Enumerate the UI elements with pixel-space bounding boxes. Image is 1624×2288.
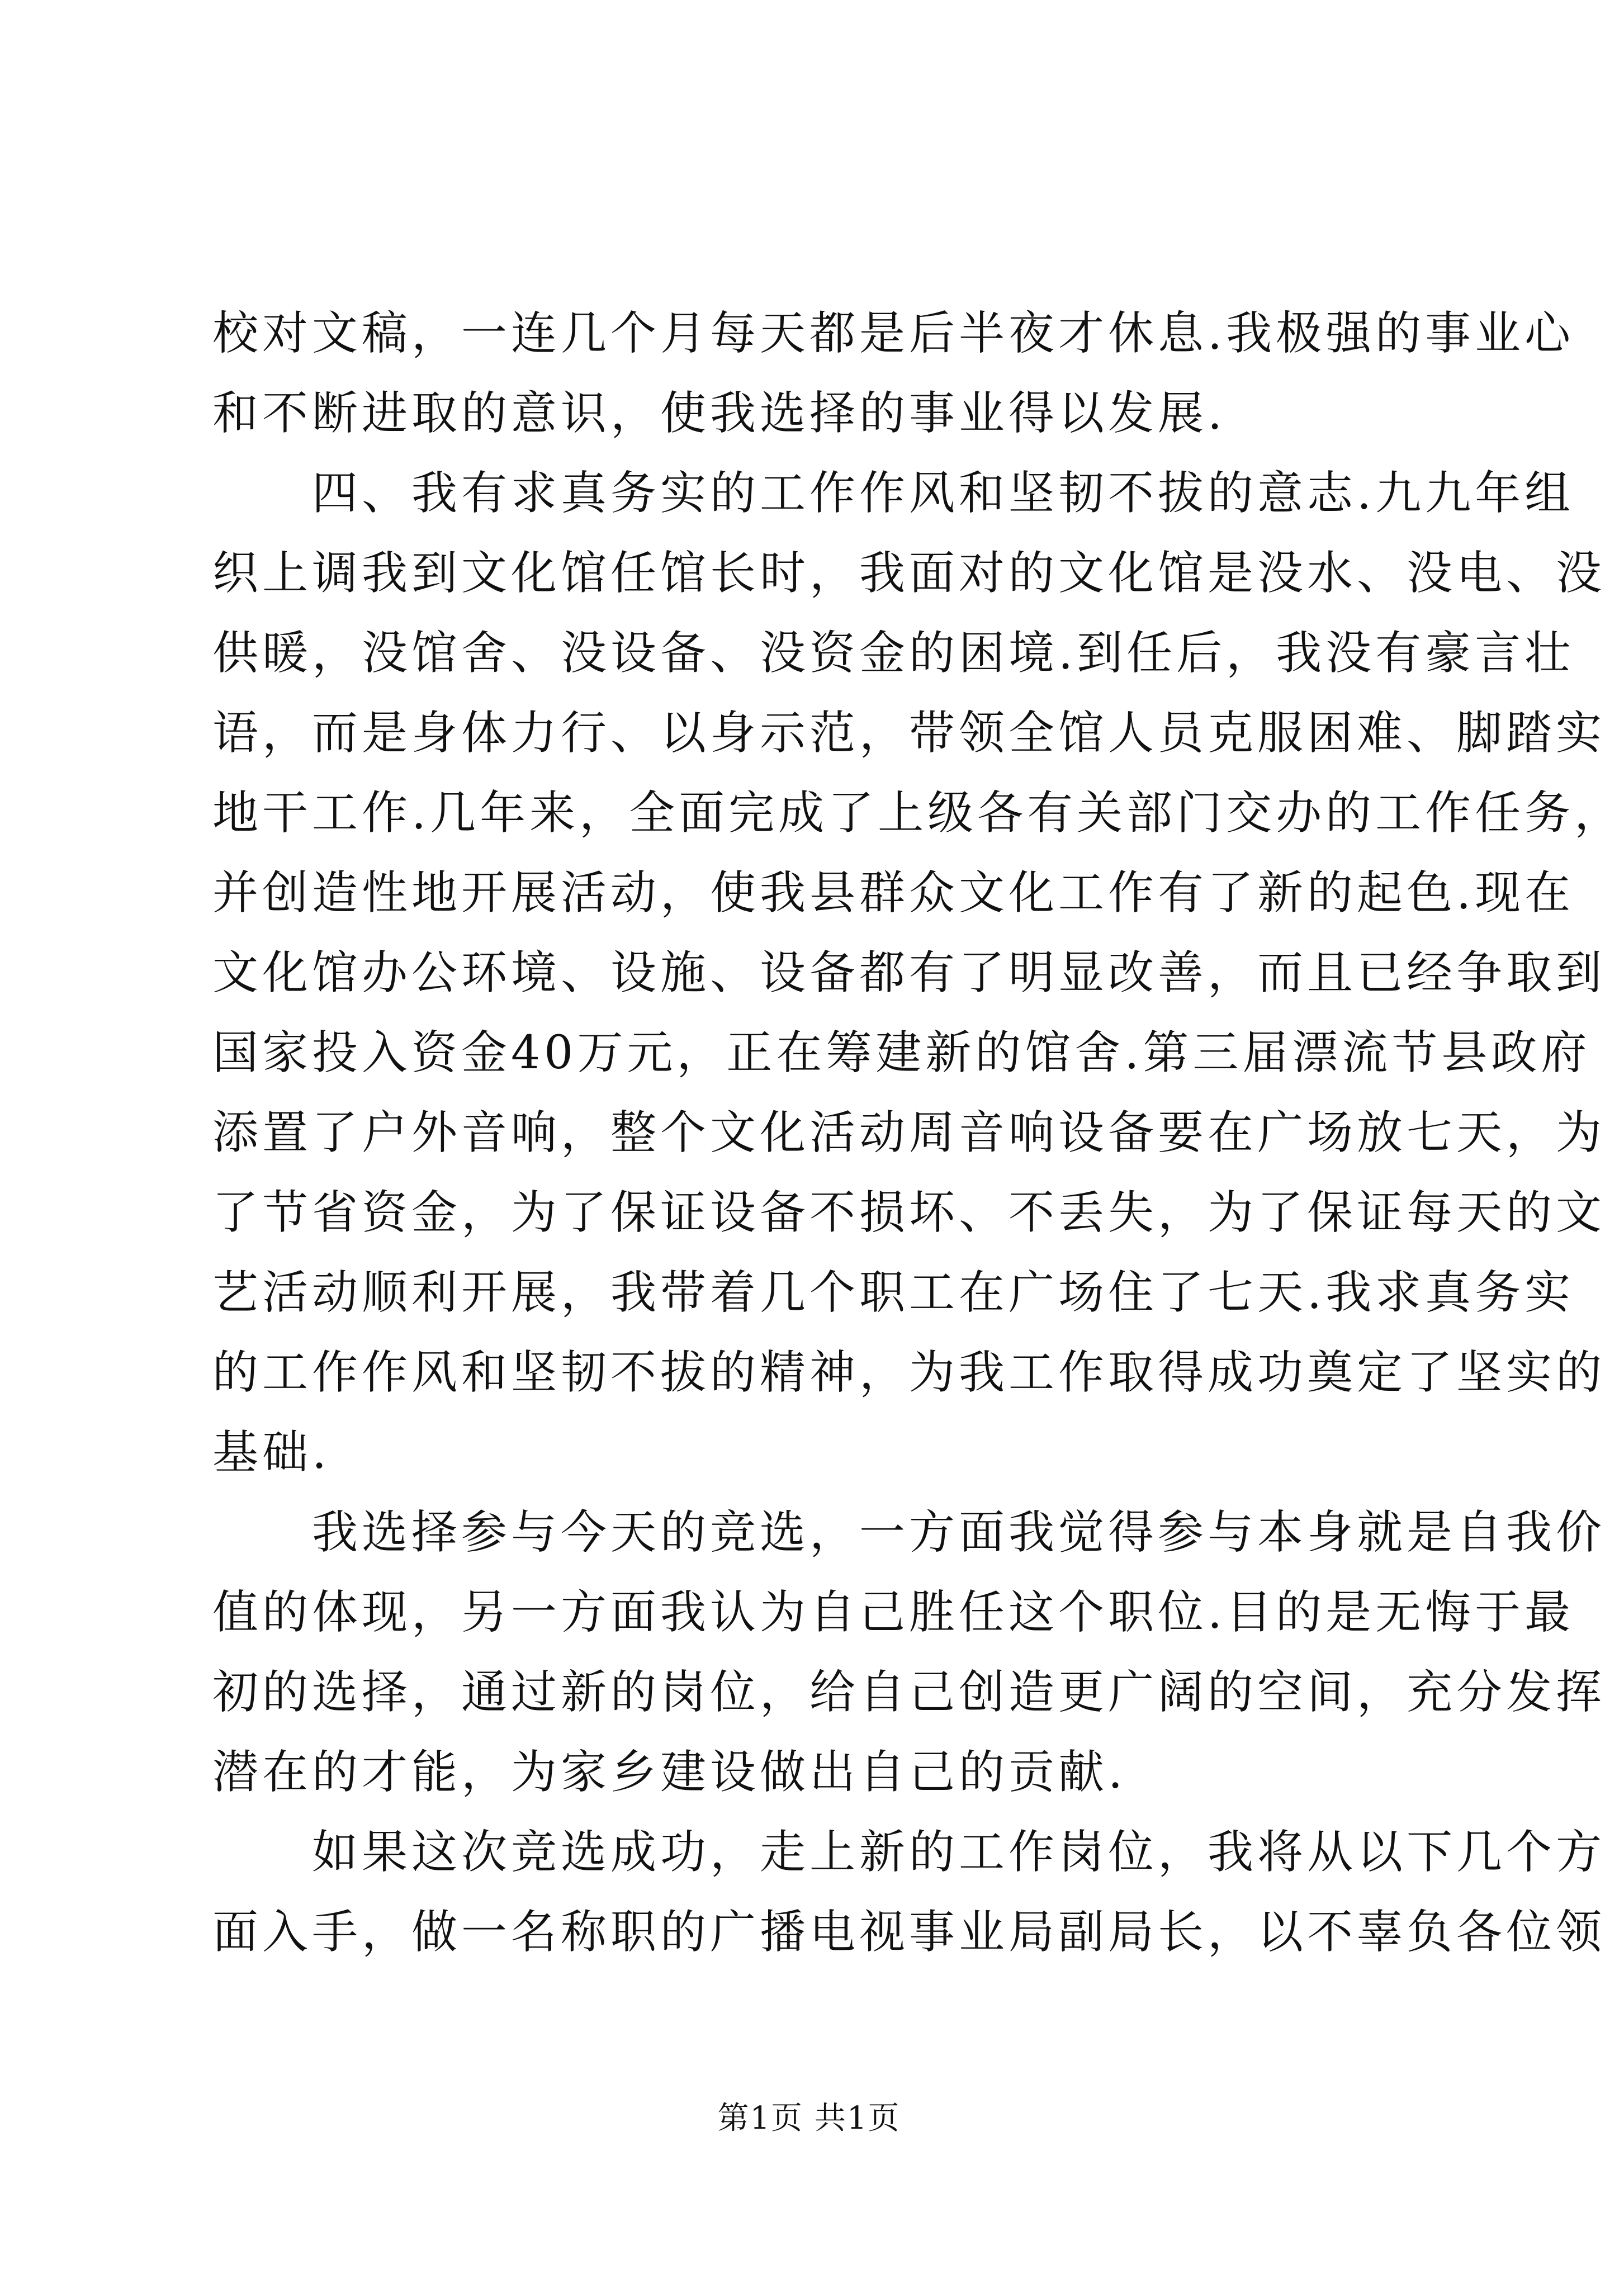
text-line: 和不断进取的意识，使我选择的事业得以发展. (212, 387, 1227, 440)
body-text (212, 293, 1624, 1972)
text-line: 地干工作.几年来，全面完成了上级各有关部门交办的工作任务， (212, 787, 1624, 840)
text-line: 供暖，没馆舍、没设备、没资金的困境.到任后，我没有豪言壮 (212, 627, 1575, 680)
text-line: 潜在的才能，为家乡建设做出自己的贡献. (212, 1746, 1127, 1799)
text-line: 的工作作风和坚韧不拔的精神，为我工作取得成功奠定了坚实的 (212, 1346, 1606, 1399)
text-line: 语，而是身体力行、以身示范，带领全馆人员克服困难、脚踏实 (212, 707, 1606, 760)
text-line: 了节省资金，为了保证设备不损坏、不丢失，为了保证每天的文 (212, 1186, 1606, 1239)
text-line: 艺活动顺利开展，我带着几个职工在广场住了七天.我求真务实 (212, 1266, 1575, 1319)
text-line: 织上调我到文化馆任馆长时，我面对的文化馆是没水、没电、没 (212, 547, 1606, 600)
text-line: 文化馆办公环境、设施、设备都有了明显改善，而且已经争取到 (212, 946, 1606, 999)
text-line: 国家投入资金40万元，正在筹建新的馆舍.第三届漂流节县政府 (212, 1026, 1591, 1079)
text-line: 添置了户外音响，整个文化活动周音响设备要在广场放七天，为 (212, 1106, 1606, 1159)
text-line: 值的体现，另一方面我认为自己胜任这个职位.目的是无悔于最 (212, 1586, 1575, 1639)
text-line: 初的选择，通过新的岗位，给自己创造更广阔的空间，充分发挥 (212, 1666, 1606, 1719)
text-line: 如果这次竞选成功，走上新的工作岗位，我将从以下几个方 (212, 1826, 1606, 1879)
text-line: 我选择参与今天的竞选，一方面我觉得参与本身就是自我价 (212, 1506, 1606, 1559)
text-line: 并创造性地开展活动，使我县群众文化工作有了新的起色.现在 (212, 866, 1575, 920)
page-number-footer: 第1页 共1页 (717, 2100, 901, 2137)
text-line: 校对文稿，一连几个月每天都是后半夜才休息.我极强的事业心 (212, 307, 1575, 360)
text-line: 四、我有求真务实的工作作风和坚韧不拔的意志.九九年组 (212, 467, 1575, 520)
text-line: 面入手，做一名称职的广播电视事业局副局长，以不辜负各位领 (212, 1906, 1606, 1959)
text-line: 基础. (212, 1426, 331, 1479)
